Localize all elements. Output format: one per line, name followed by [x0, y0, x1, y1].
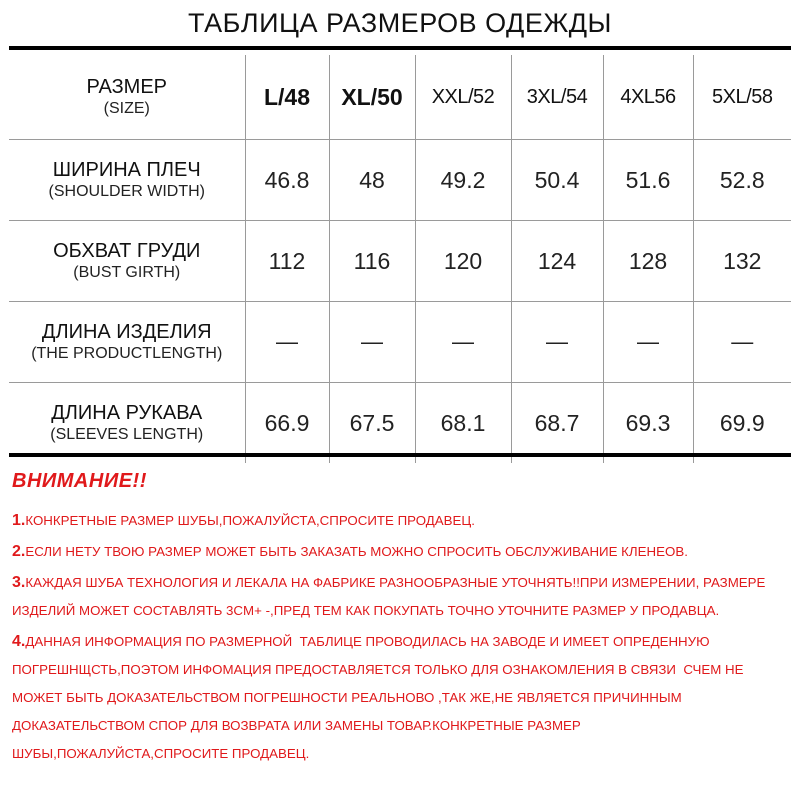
row-label-en: (BUST GIRTH) — [73, 264, 181, 281]
table-row-sleeves-length — [9, 383, 791, 464]
value-cell — [415, 221, 511, 302]
value-cell — [245, 302, 329, 383]
value-cell — [511, 383, 603, 464]
note-number: 2. — [12, 543, 26, 560]
row-label-ru: ШИРИНА ПЛЕЧ — [52, 159, 201, 181]
measurement-value: 50.4 — [534, 166, 580, 193]
size-label-ru: РАЗМЕР — [86, 76, 168, 98]
value-cell — [329, 140, 415, 221]
measurement-value: 116 — [353, 247, 391, 274]
value-cell — [693, 221, 791, 302]
row-label-cell — [9, 383, 245, 464]
measurement-value: — — [546, 329, 568, 354]
measurement-value: — — [637, 329, 659, 354]
size-header: 5XL/58 — [712, 85, 773, 108]
note-text: КАЖДАЯ ШУБА ТЕХНОЛОГИЯ И ЛЕКАЛА НА ФАБРИКЕ РАЗНООБРАЗНЫЕ УТОЧНЯТЬ!!ПРИ ИЗМЕРЕНИИ, РАЗМЕРЕ ИЗДЕЛИЙ МОЖЕТ СОСТАВЛЯТЬ 3CM+ -,ПРЕД ТЕМ КАК ПОКУПАТЬ ТОЧНО УТОЧНИТЕ РАЗМЕР У ПРОДАВЦА. — [12, 575, 770, 618]
value-cell — [245, 140, 329, 221]
measurement-value: 46.8 — [264, 166, 310, 193]
page-title: ТАБЛИЦА РАЗМЕРОВ ОДЕЖДЫ — [188, 8, 612, 38]
size-header-cell — [511, 55, 603, 140]
note-number: 4. — [12, 633, 26, 650]
note-number: 1. — [12, 512, 26, 529]
size-header: XXL/52 — [431, 85, 495, 108]
measurement-value: 68.1 — [440, 409, 486, 436]
measurement-value: 51.6 — [625, 166, 671, 193]
row-label-cell — [9, 302, 245, 383]
note-text: КОНКРЕТНЫЕ РАЗМЕР ШУБЫ,ПОЖАЛУЙСТА,СПРОСИТЕ ПРОДАВЕЦ. — [25, 513, 475, 528]
table-row-product-length — [9, 302, 791, 383]
measurement-value: — — [361, 329, 383, 354]
size-header-cell — [245, 55, 329, 140]
value-cell — [603, 383, 693, 464]
value-cell — [329, 302, 415, 383]
notes-section — [12, 470, 792, 771]
measurement-value: 66.9 — [264, 409, 310, 436]
warning-heading: ВНИМАНИЕ!! — [12, 470, 147, 492]
measurement-value: 112 — [268, 247, 306, 274]
size-header-cell — [603, 55, 693, 140]
row-label-ru: ОБХВАТ ГРУДИ — [53, 240, 201, 262]
size-header: XL/50 — [341, 83, 403, 110]
size-label-en: (SIZE) — [103, 100, 150, 117]
measurement-value: 68.7 — [534, 409, 580, 436]
note-item — [12, 628, 792, 768]
size-header-cell — [693, 55, 791, 140]
value-cell — [603, 302, 693, 383]
size-header-cell — [329, 55, 415, 140]
row-label-en: (THE PRODUCTLENGTH) — [31, 345, 223, 362]
row-label-en: (SHOULDER WIDTH) — [48, 183, 205, 200]
size-label-cell — [9, 55, 245, 140]
value-cell — [603, 140, 693, 221]
note-text: ДАННАЯ ИНФОРМАЦИЯ ПО РАЗМЕРНОЙ ТАБЛИЦЕ ПРОВОДИЛАСЬ НА ЗАВОДЕ И ИМЕЕТ ОПРЕДЕННУЮ ПОГРЕШНЩСТЬ,ПОЭТОМ ИНФОМАЦИЯ ПРЕДОСТАВЛЯЕТСЯ ТОЛЬКО ДЛЯ ОЗНАКОМЛЕНИЯ В СВЯЗИ СЧЕМ НЕ МОЖЕТ БЫТЬ ДОКАЗАТЕЛЬСТВОМ ПОГРЕШНОСТИ РЕАЛЬНОВО ,ТАК ЖЕ,НЕ ЯВЛЯЕТСЯ ПРИЧИННЫМ ДОКАЗАТЕЛЬСТВОМ СПОР ДЛЯ ВОЗВРАТА ИЛИ ЗАМЕНЫ ТОВАР.КОНКРЕТНЫЕ РАЗМЕР ШУБЫ,ПОЖАЛУЙСТА,СПРОСИТЕ ПРОДАВЕЦ. — [12, 634, 748, 761]
note-item — [12, 569, 792, 625]
value-cell — [693, 140, 791, 221]
row-label-ru: ДЛИНА РУКАВА — [51, 402, 203, 424]
size-chart-table — [9, 55, 791, 463]
size-header: L/48 — [263, 83, 311, 110]
size-header-cell — [415, 55, 511, 140]
measurement-value: — — [452, 329, 474, 354]
value-cell — [415, 140, 511, 221]
value-cell — [245, 383, 329, 464]
bottom-rule — [9, 453, 791, 457]
measurement-value: 69.9 — [719, 409, 765, 436]
measurement-value: 48 — [359, 166, 385, 193]
note-item — [12, 538, 792, 566]
measurement-value: 52.8 — [719, 166, 765, 193]
measurement-value: 132 — [723, 247, 762, 274]
table-row-bust-girth — [9, 221, 791, 302]
row-label-en: (SLEEVES LENGTH) — [50, 426, 204, 443]
note-text: ЕСЛИ НЕТУ ТВОЮ РАЗМЕР МОЖЕТ БЫТЬ ЗАКАЗАТЬ МОЖНО СПРОСИТЬ ОБСЛУЖИВАНИЕ КЛЕНЕОВ. — [25, 544, 688, 559]
table-row-shoulder-width — [9, 140, 791, 221]
top-rule — [9, 46, 791, 50]
measurement-value: 49.2 — [440, 166, 486, 193]
size-header: 4XL56 — [620, 85, 676, 108]
size-header: 3XL/54 — [526, 85, 588, 108]
value-cell — [693, 383, 791, 464]
value-cell — [511, 140, 603, 221]
value-cell — [693, 302, 791, 383]
row-label-cell — [9, 221, 245, 302]
measurement-value: 124 — [537, 247, 577, 274]
measurement-value: 120 — [443, 247, 483, 274]
value-cell — [511, 302, 603, 383]
note-number: 3. — [12, 574, 26, 591]
measurement-value: 128 — [628, 247, 668, 274]
note-item — [12, 507, 792, 535]
value-cell — [603, 221, 693, 302]
value-cell — [415, 383, 511, 464]
measurement-value: 67.5 — [349, 409, 395, 436]
measurement-value: — — [276, 329, 298, 354]
measurement-value: — — [731, 329, 754, 354]
measurement-value: 69.3 — [625, 409, 671, 436]
value-cell — [245, 221, 329, 302]
value-cell — [415, 302, 511, 383]
row-label-cell — [9, 140, 245, 221]
table-header-row — [9, 55, 791, 140]
value-cell — [329, 383, 415, 464]
value-cell — [329, 221, 415, 302]
row-label-ru: ДЛИНА ИЗДЕЛИЯ — [41, 321, 212, 343]
value-cell — [511, 221, 603, 302]
